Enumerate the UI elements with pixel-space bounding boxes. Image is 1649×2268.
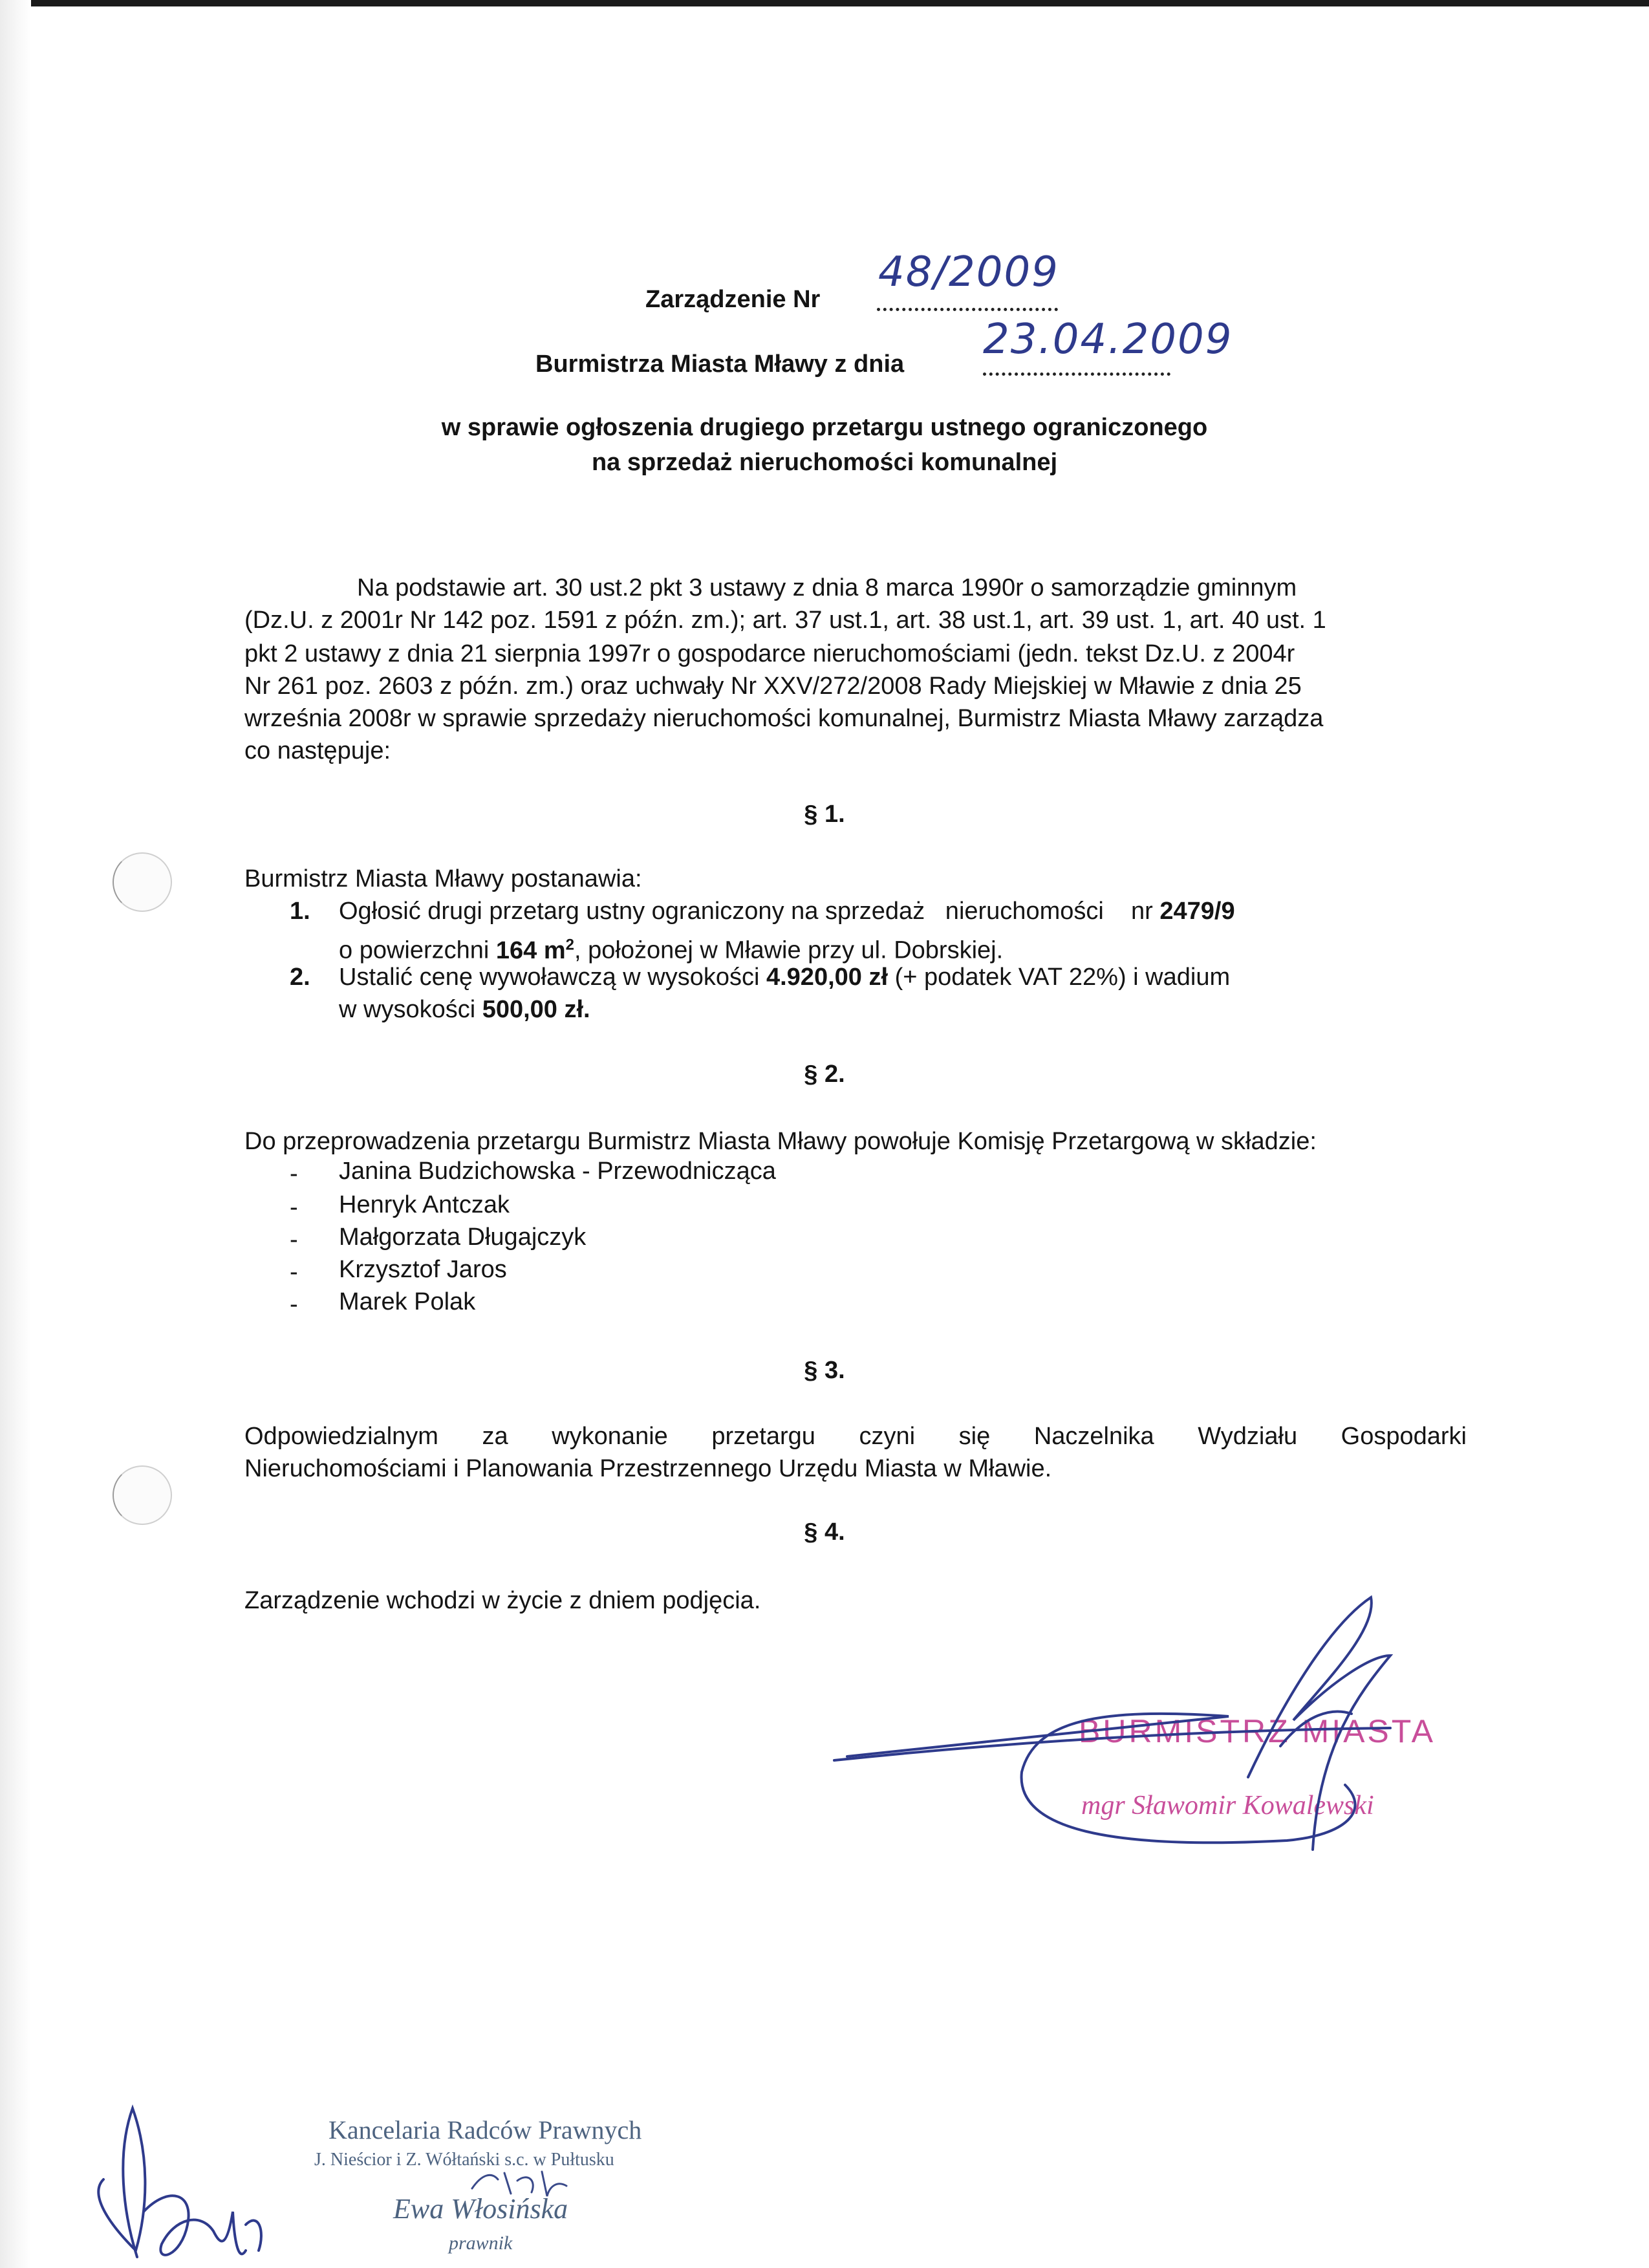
paragraph-2-lead: Do przeprowadzenia przetargu Burmistrz Miasta Mławy powołuje Komisję Przetargową w składzie: bbox=[244, 1128, 1317, 1155]
paragraph-1-lead: Burmistrz Miasta Mławy postanawia: bbox=[244, 865, 642, 892]
paragraph-3-line-1: Odpowiedzialnym za wykonanie przetargu czyni się Naczelnika Wydziału Gospodarki bbox=[244, 1423, 1467, 1450]
committee-member: Janina Budzichowska - Przewodnicząca bbox=[339, 1158, 776, 1185]
section-2-heading: § 2. bbox=[804, 1061, 845, 1088]
member-dash: - bbox=[290, 1194, 298, 1221]
section-3-heading: § 3. bbox=[804, 1357, 845, 1384]
item-1-area-label: o powierzchni bbox=[339, 936, 496, 964]
item-2-line-2 bbox=[339, 993, 590, 1026]
intro-line-3: pkt 2 ustawy z dnia 21 sierpnia 1997r o gospodarce nieruchomościami (jedn. tekst Dz.U. z 2004r bbox=[244, 640, 1295, 667]
starting-price: 4.920,00 zł bbox=[766, 964, 889, 991]
item-2-deposit-label: w wysokości bbox=[339, 996, 482, 1023]
handwritten-date: 23.04.2009 bbox=[983, 316, 1233, 363]
item-2-text: Ustalić cenę wywoławczą w wysokości bbox=[339, 964, 766, 991]
mayor-stamp-title: BURMISTRZ MIASTA bbox=[1079, 1713, 1436, 1749]
section-4-heading: § 4. bbox=[804, 1518, 845, 1546]
mayor-stamp-name: mgr Sławomir Kowalewski bbox=[1081, 1791, 1374, 1820]
member-dash: - bbox=[290, 1160, 298, 1187]
area-number: 164 m bbox=[495, 936, 566, 964]
item-1-number: 1. bbox=[290, 898, 310, 925]
item-2-vat-text: (+ podatek VAT 22%) i wadium bbox=[888, 964, 1231, 991]
issuer-label: Burmistrza Miasta Mławy z dnia bbox=[535, 351, 905, 378]
decree-title bbox=[645, 286, 820, 314]
member-dash: - bbox=[290, 1226, 298, 1253]
member-dash: - bbox=[290, 1258, 298, 1286]
law-office-name: Kancelaria Radców Prawnych bbox=[329, 2115, 642, 2144]
parcel-number: 2479/9 bbox=[1159, 898, 1235, 925]
subject-line-1: w sprawie ogłoszenia drugiego przetargu ustnego ograniczonego bbox=[441, 414, 1208, 441]
intro-line-1: Na podstawie art. 30 ust.2 pkt 3 ustawy z dnia 8 marca 1990r o samorządzie gminnym bbox=[357, 574, 1297, 601]
punch-hole-upper bbox=[113, 852, 172, 912]
item-1-line-1 bbox=[339, 895, 1235, 927]
intro-line-5: września 2008r w sprawie sprzedaży nieruchomości komunalnej, Burmistrz Miasta Mławy zarządza bbox=[244, 705, 1324, 732]
item-1-text: Ogłosić drugi przetarg ustny ograniczony na sprzedaż nieruchomości nr bbox=[339, 898, 1160, 925]
committee-member: Marek Polak bbox=[339, 1288, 476, 1315]
punch-hole-lower bbox=[113, 1465, 172, 1525]
scan-left-edge bbox=[0, 0, 31, 2268]
paragraph-4-text: Zarządzenie wchodzi w życie z dniem podjęcia. bbox=[244, 1587, 761, 1614]
date-dotted-line bbox=[983, 369, 1170, 376]
lawyer-role: prawnik bbox=[449, 2232, 513, 2254]
number-dotted-line bbox=[877, 304, 1058, 311]
handwritten-number: 48/2009 bbox=[878, 248, 1059, 296]
area-value bbox=[496, 937, 574, 964]
paragraph-3-line-2: Nieruchomościami i Planowania Przestrzennego Urzędu Miasta w Mławie. bbox=[244, 1455, 1052, 1482]
deposit-amount: 500,00 zł. bbox=[482, 996, 590, 1023]
committee-member: Henryk Antczak bbox=[339, 1191, 510, 1218]
intro-line-2: (Dz.U. z 2001r Nr 142 poz. 1591 z późn. zm.); art. 37 ust.1, art. 38 ust.1, art. 39 ust. 1, art. 40 ust. 1 bbox=[244, 607, 1326, 634]
item-2-line-1 bbox=[339, 961, 1230, 993]
subject-line-2: na sprzedaż nieruchomości komunalnej bbox=[591, 449, 1058, 476]
decree-number-prefix: Nr bbox=[793, 286, 821, 313]
scan-top-edge bbox=[0, 0, 1649, 6]
law-office-partners: J. Nieścior i Z. Wółtański s.c. w Pułtusku bbox=[314, 2150, 614, 2170]
area-superscript: 2 bbox=[565, 936, 575, 953]
decree-title-label: Zarządzenie bbox=[645, 286, 786, 313]
intro-line-6: co następuje: bbox=[244, 737, 391, 764]
section-1-heading: § 1. bbox=[804, 801, 845, 828]
item-2-number: 2. bbox=[290, 964, 310, 991]
lawyer-name: Ewa Włosińska bbox=[393, 2193, 568, 2225]
intro-line-4: Nr 261 poz. 2603 z późn. zm.) oraz uchwały Nr XXV/272/2008 Rady Miejskiej w Mławie z dnia 25 bbox=[244, 673, 1302, 700]
member-dash: - bbox=[290, 1291, 298, 1318]
committee-member: Krzysztof Jaros bbox=[339, 1256, 507, 1283]
item-1-location: , położonej w Mławie przy ul. Dobrskiej. bbox=[574, 936, 1004, 964]
committee-member: Małgorzata Długajczyk bbox=[339, 1224, 587, 1251]
